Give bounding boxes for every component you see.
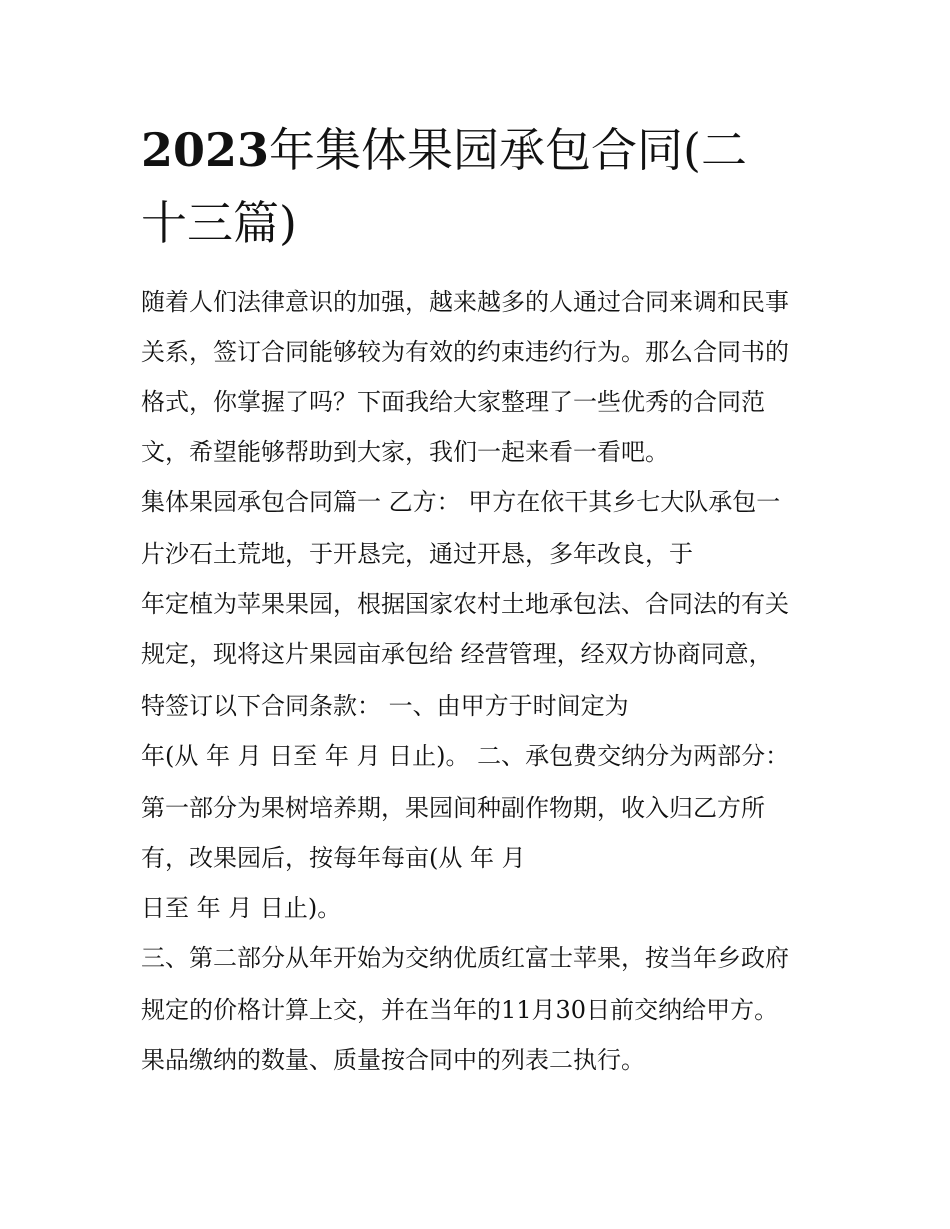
- body-line: 第一部分为果树培养期，果园间种副作物期，收入归乙方所: [141, 794, 765, 822]
- title-year: 2023: [141, 123, 270, 177]
- body-line: 年定植为苹果果园，根据国家农村土地承包法、合同法的有关: [141, 590, 789, 618]
- body-line: 日至 年 月 日止)。: [141, 894, 342, 922]
- body-line: 规定的价格计算上交，并在当年的11月30日前交纳给甲方。: [141, 996, 779, 1024]
- body-line: 果品缴纳的数量、质量按合同中的列表二执行。: [141, 1046, 645, 1074]
- body-line: 随着人们法律意识的加强，越来越多的人通过合同来调和民事: [141, 288, 789, 316]
- document-title: [141, 114, 821, 260]
- body-line: 片沙石土荒地，于开恳完，通过开恳，多年改良，于: [141, 540, 693, 568]
- body-line: 特签订以下合同条款： 一、由甲方于时间定为: [141, 692, 629, 720]
- body-line: 三、第二部分从年开始为交纳优质红富士苹果，按当年乡政府: [141, 944, 789, 972]
- body-line: 文，希望能够帮助到大家，我们一起来看一看吧。: [141, 438, 669, 466]
- body-line: 集体果园承包合同篇一 乙方： 甲方在依干其乡七大队承包一: [141, 488, 781, 516]
- body-line: 有，改果园后，按每年每亩(从 年 月: [141, 844, 526, 872]
- title-line2: 十三篇): [141, 196, 297, 250]
- title-line1-rest: 年集体果园承包合同(二: [269, 123, 747, 177]
- body-line: 年(从 年 月 日至 年 月 日止)。 二、承包费交纳分为两部分：: [141, 742, 790, 770]
- body-line: 关系，签订合同能够较为有效的约束违约行为。那么合同书的: [141, 338, 789, 366]
- body-line: 格式，你掌握了吗？下面我给大家整理了一些优秀的合同范: [141, 388, 765, 416]
- body-line: 规定，现将这片果园亩承包给 经营管理，经双方协商同意，: [141, 640, 773, 668]
